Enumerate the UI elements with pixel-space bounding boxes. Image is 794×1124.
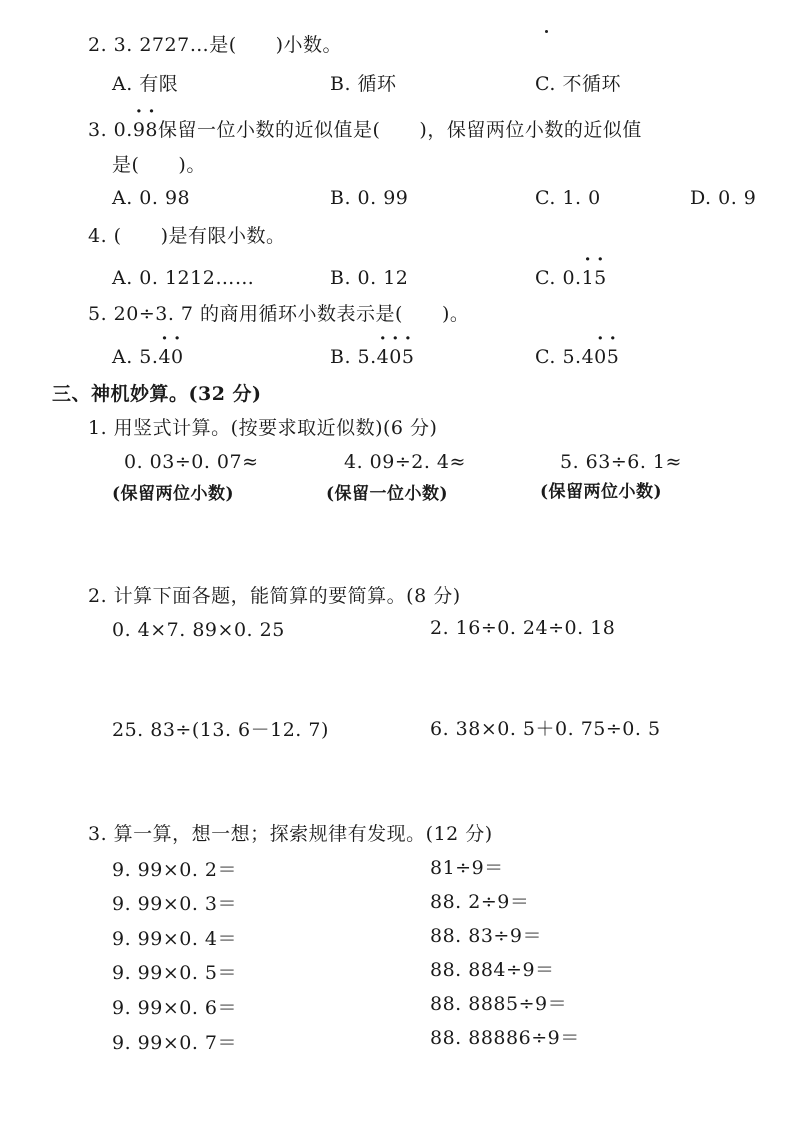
p2-expr-4: 6. 38×0. 5＋0. 75÷0. 5 bbox=[430, 718, 661, 740]
q3-number: 3. bbox=[88, 119, 114, 141]
repeat-digit: · 0 bbox=[171, 345, 184, 369]
section3-title: 三、神机妙算。(32 分) bbox=[52, 383, 262, 405]
q5-option-c-plain-digit: 4 bbox=[581, 346, 595, 368]
q4-option-c bbox=[535, 266, 607, 290]
p3-right-5: 88. 8885÷9＝ bbox=[430, 993, 568, 1015]
p3-left-3: 9. 99×0. 4＝ bbox=[112, 928, 238, 950]
q3-option-d: D. 0. 9 bbox=[690, 187, 757, 209]
q4-option-a: A. 0. 1212…… bbox=[112, 267, 255, 289]
q5-option-c bbox=[535, 345, 619, 369]
p3-left-1: 9. 99×0. 2＝ bbox=[112, 859, 238, 881]
q2-option-a: A. 有限 bbox=[112, 73, 179, 95]
repeat-digit: · 9 bbox=[133, 118, 146, 142]
p1-expr-1: 0. 03÷0. 07≈ bbox=[124, 451, 259, 473]
p3-right-3: 88. 83÷9＝ bbox=[430, 925, 542, 947]
p1-note-1: (保留两位小数) bbox=[112, 484, 235, 504]
p1-note-3: (保留两位小数) bbox=[540, 482, 663, 502]
q5-option-b-prefix: B. 5. bbox=[330, 346, 377, 368]
q5-option-c-prefix: C. 5. bbox=[535, 346, 582, 368]
repeat-digit: · 4 bbox=[158, 345, 171, 369]
q2-stem: 2. 3. 2727…是( )小数。 bbox=[88, 34, 343, 56]
scan-speck bbox=[545, 30, 548, 33]
q3-option-a: A. 0. 98 bbox=[112, 187, 191, 209]
p3-left-4: 9. 99×0. 5＝ bbox=[112, 962, 238, 984]
repeat-digit: · 5 bbox=[607, 345, 620, 369]
p3-right-2: 88. 2÷9＝ bbox=[430, 891, 530, 913]
repeat-digit: · 5 bbox=[402, 345, 415, 369]
p2-heading: 2. 计算下面各题，能简算的要简算。(8 分) bbox=[88, 585, 461, 607]
p2-expr-2: 2. 16÷0. 24÷0. 18 bbox=[430, 617, 616, 639]
p1-expr-3: 5. 63÷6. 1≈ bbox=[560, 451, 682, 473]
p3-left-2: 9. 99×0. 3＝ bbox=[112, 893, 238, 915]
p3-left-6: 9. 99×0. 7＝ bbox=[112, 1032, 238, 1054]
q5-option-a-prefix: A. 5. bbox=[112, 346, 159, 368]
p1-expr-2: 4. 09÷2. 4≈ bbox=[344, 451, 466, 473]
p3-right-6: 88. 88886÷9＝ bbox=[430, 1027, 580, 1049]
q3-stem bbox=[88, 118, 642, 142]
q3-lead-digits: 0. bbox=[113, 119, 133, 141]
q2-option-c: C. 不循环 bbox=[535, 73, 621, 95]
p1-note-2: (保留一位小数) bbox=[326, 484, 449, 504]
repeat-digit: · 0 bbox=[594, 345, 607, 369]
q3-stem-line2: 是( )。 bbox=[112, 154, 206, 176]
p2-expr-1: 0. 4×7. 89×0. 25 bbox=[112, 619, 285, 641]
repeat-digit: · 0 bbox=[389, 345, 402, 369]
q5-option-a bbox=[112, 345, 184, 369]
p2-expr-3: 25. 83÷(13. 6－12. 7) bbox=[112, 719, 329, 741]
p1-heading: 1. 用竖式计算。(按要求取近似数)(6 分) bbox=[88, 417, 438, 439]
q5-option-b bbox=[330, 345, 414, 369]
p3-heading: 3. 算一算，想一想；探索规律有发现。(12 分) bbox=[88, 823, 493, 845]
q3-option-c: C. 1. 0 bbox=[535, 187, 601, 209]
q4-option-c-prefix: C. 0. bbox=[535, 267, 582, 289]
p3-left-5: 9. 99×0. 6＝ bbox=[112, 997, 238, 1019]
repeat-digit: · 1 bbox=[582, 266, 595, 290]
repeat-digit: · 8 bbox=[145, 118, 158, 142]
q3-option-b: B. 0. 99 bbox=[330, 187, 409, 209]
q4-option-b: B. 0. 12 bbox=[330, 267, 409, 289]
repeat-digit: · 5 bbox=[594, 266, 607, 290]
q4-stem: 4. ( )是有限小数。 bbox=[88, 225, 286, 247]
p3-right-4: 88. 884÷9＝ bbox=[430, 959, 555, 981]
q2-option-b: B. 循环 bbox=[330, 73, 397, 95]
p3-right-1: 81÷9＝ bbox=[430, 857, 504, 879]
repeat-digit: · 4 bbox=[377, 345, 390, 369]
q5-stem: 5. 20÷3. 7 的商用循环小数表示是( )。 bbox=[88, 303, 470, 325]
q3-stem-rest: 保留一位小数的近似值是( )，保留两位小数的近似值 bbox=[158, 119, 642, 141]
